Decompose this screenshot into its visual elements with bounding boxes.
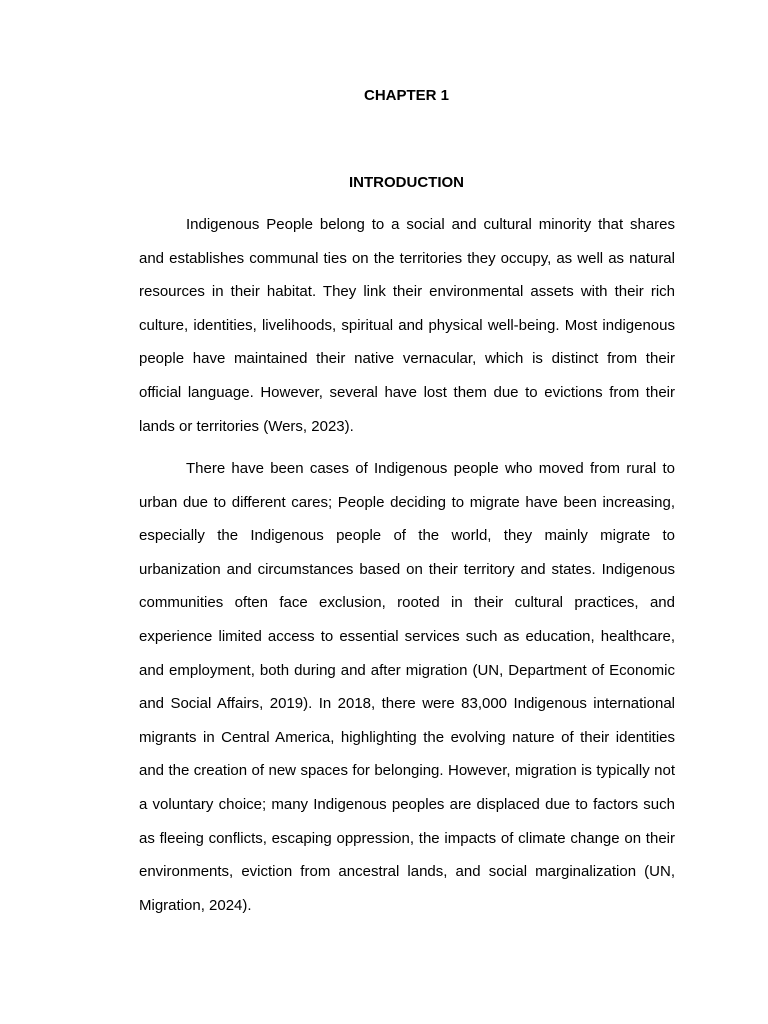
body-paragraph: There have been cases of Indigenous people who moved from rural to urban due to different cares; People deciding to migrate have been increasing, especially the Indigenous people of the world, they mainly migrate to urbanization and circumstances based on their territory and states. Indigenous communities often face exclusion, rooted in their cultural practices, and experience limited access to essential services such as education, healthcare, and employment, both during and after migration (UN, Department of Economic and Social Affairs, 2019). In 2018, there were 83,000 Indigenous international migrants in Central America, highlighting the evolving nature of their identities and the creation of new spaces for belonging. However, migration is typically not a voluntary choice; many Indigenous peoples are displaced due to factors such as fleeing conflicts, escaping oppression, the impacts of climate change on their environments, eviction from ancestral lands, and social marginalization (UN, Migration, 2024). [139, 460, 675, 914]
paragraph-block-1 [139, 208, 675, 443]
body-paragraph: Indigenous People belong to a social and cultural minority that shares and establishes communal ties on the territories they occupy, as well as natural resources in their habitat. They link their environmental assets with their rich culture, identities, livelihoods, spiritual and physical well-being. Most indigenous people have maintained their native vernacular, which is distinct from their official language. However, several have lost them due to evictions from their lands or territories (Wers, 2023). [139, 216, 675, 435]
paragraph-block-2 [139, 452, 675, 922]
section-title: INTRODUCTION [349, 174, 464, 191]
chapter-heading: CHAPTER 1 [363, 87, 449, 104]
